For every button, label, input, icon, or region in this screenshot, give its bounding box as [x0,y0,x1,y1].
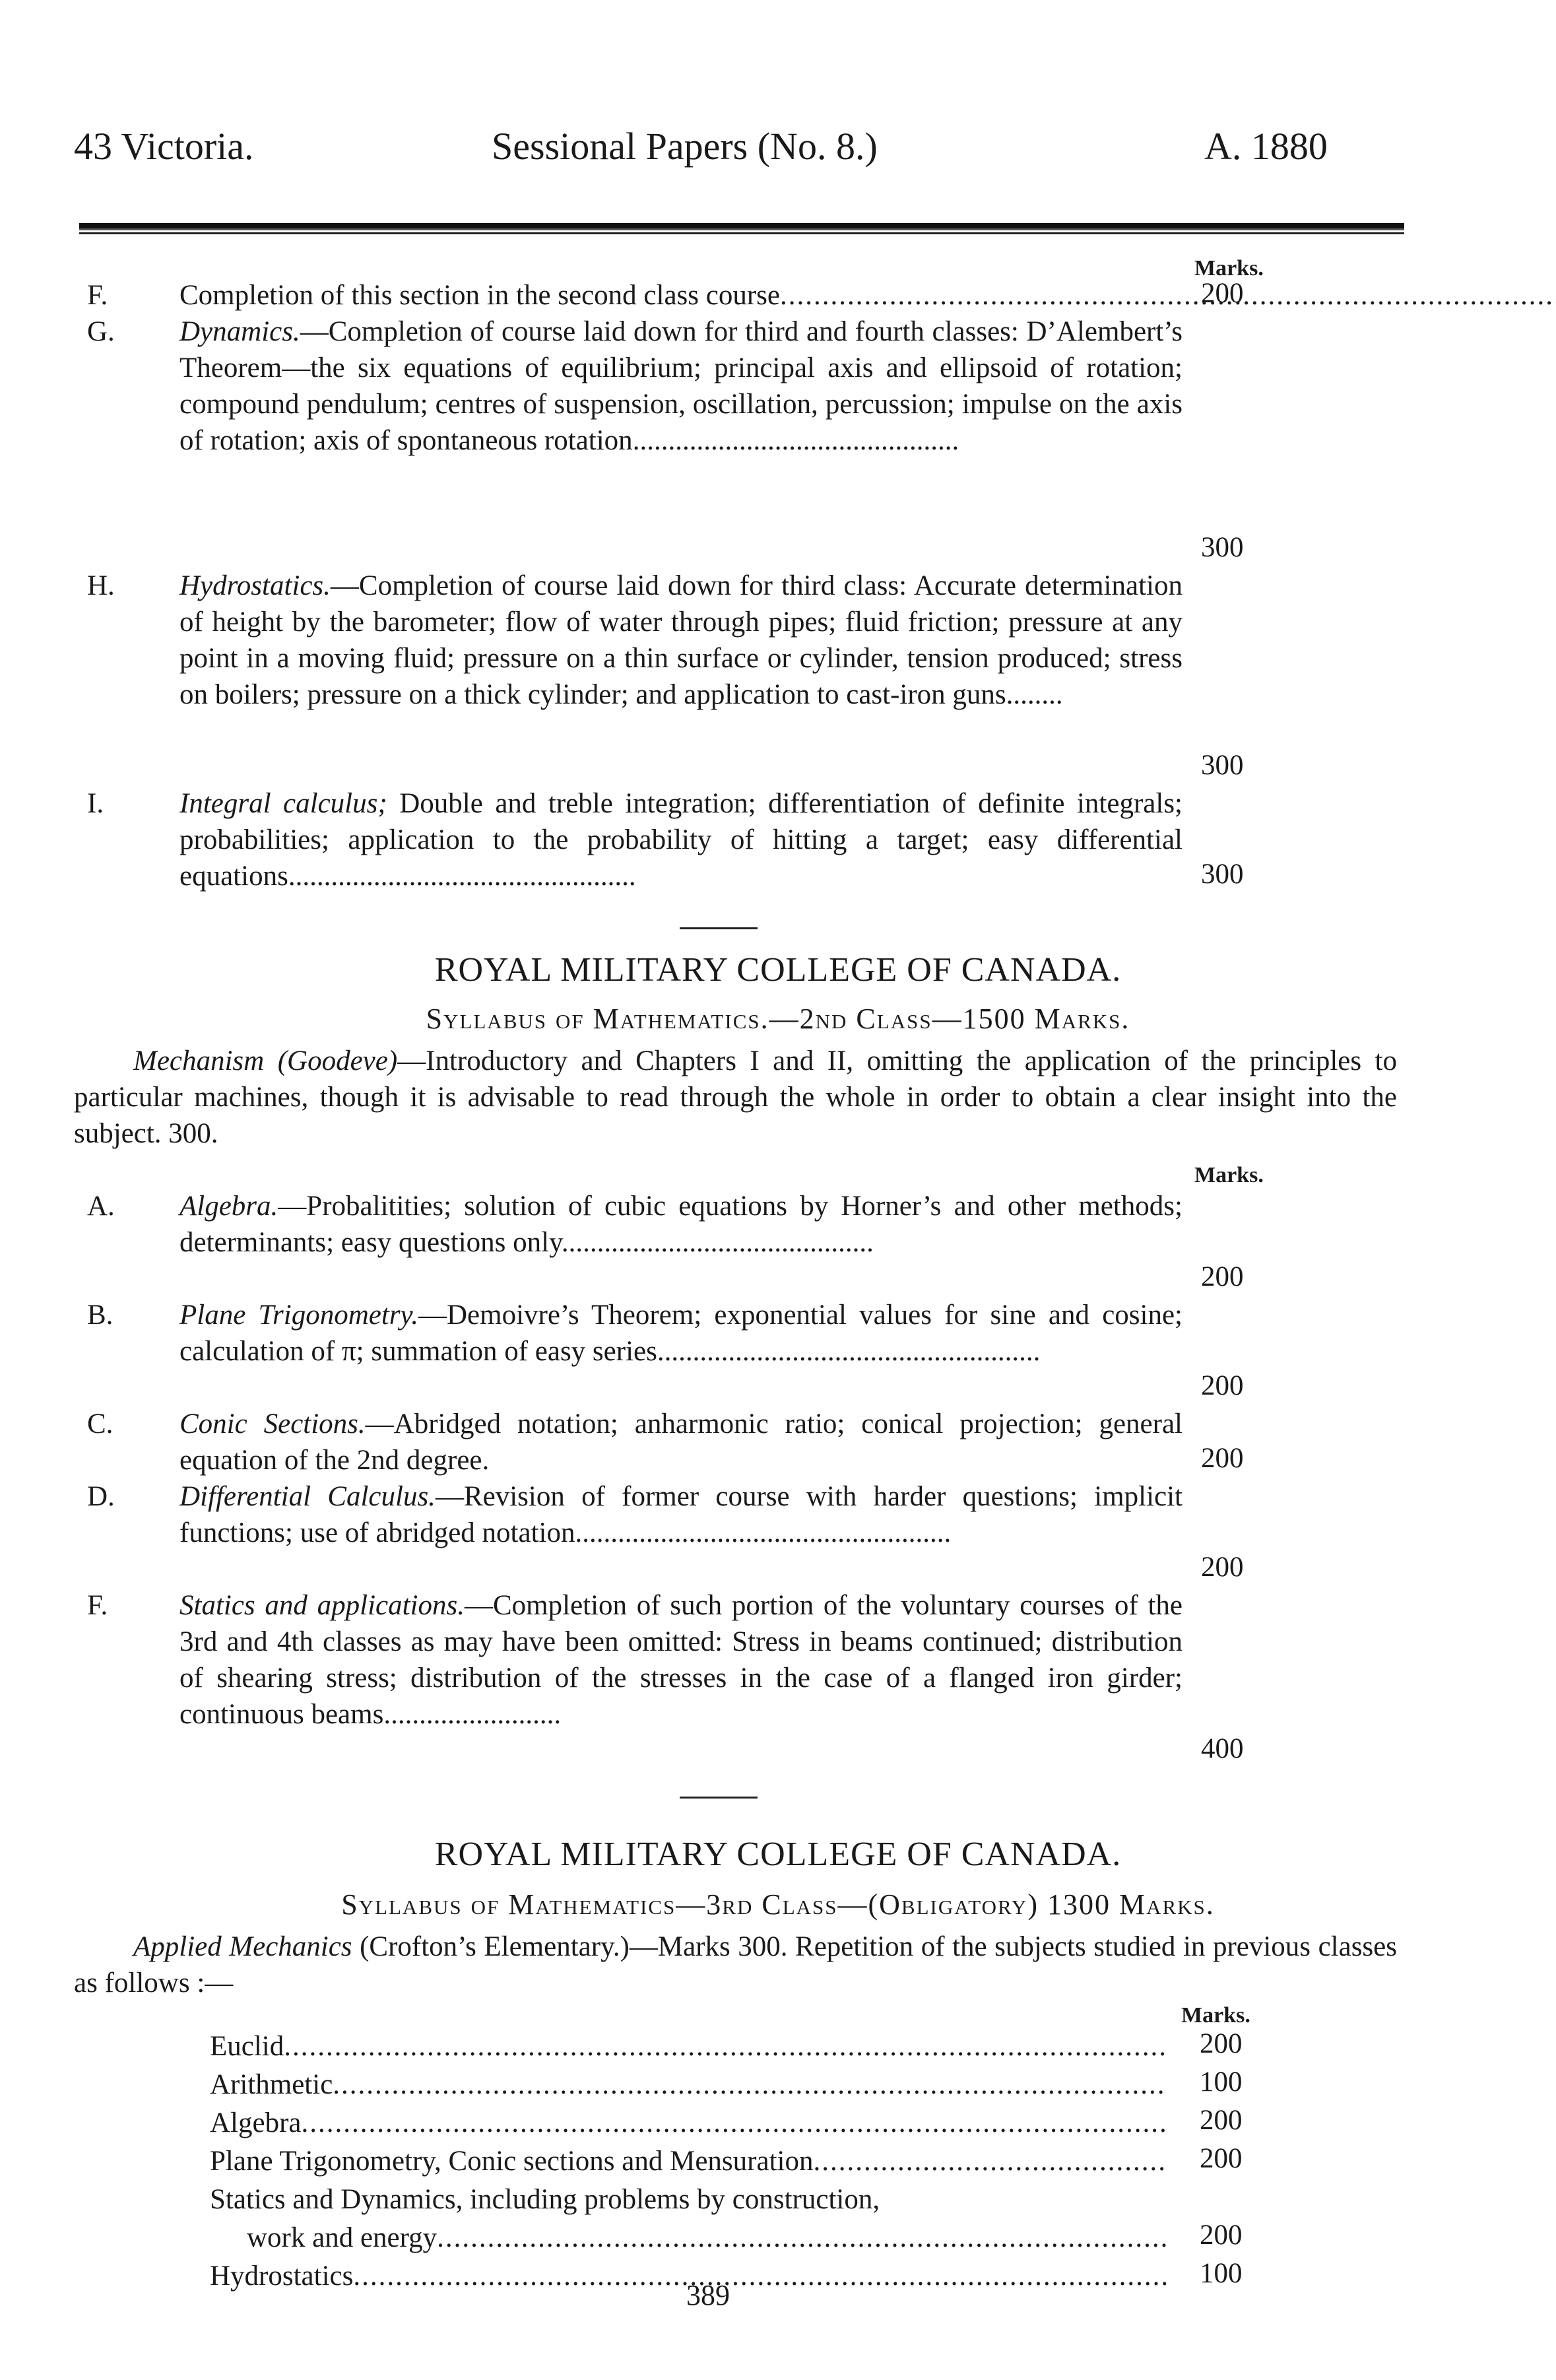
item-mark: 200 [1200,2028,1243,2059]
intro-paragraph [74,1043,1397,1152]
item-label: C. [87,1408,113,1439]
item-mark: 200 [1200,2220,1243,2251]
item-title: Statics and applications. [179,1590,465,1621]
item-title: Plane Trigonometry. [179,1300,418,1331]
item-text: Completion of this section in the second class course [179,280,780,311]
item-text: —Completion of such portion of the voluntary courses of the 3rd and 4th classes as may have been omitted: Stress in beams continued; distribution of shearing stress; distribution of the stresses in the case of a flanged iron girder; continuous beams [179,1590,1183,1730]
item-label: F. [87,1590,108,1621]
list-item [87,1406,1183,1478]
intro-text: (Crofton’s Elementary.)—Marks 300. Repetition of the subjects studied in previous classes as follows :— [74,1931,1397,1999]
marks-label: Marks. [1194,256,1264,281]
intro-title: Applied Mechanics [133,1931,352,1962]
header-rule [79,223,1404,230]
list-item [210,2104,1167,2142]
item-title: Conic Sections. [179,1408,366,1439]
subject-list [210,2028,1167,2296]
item-label: D. [87,1481,115,1512]
item-text: Statics and Dynamics, including problems by construction, [210,2184,880,2215]
item-title: Dynamics. [179,316,300,347]
list-item: A. Algebra.—Probalitities; solution of cubic equations by Horner’s and other methods; determinants; easy questions only............................................ [87,1188,1183,1261]
section-title: ROYAL MILITARY COLLEGE OF CANADA. [434,1835,1122,1873]
divider [680,927,758,929]
item-text: —Abridged notation; anharmonic ratio; conical projection; general equation of the 2nd degree. [179,1408,1183,1476]
item-label: I. [87,788,104,819]
item-label: G. [87,316,115,347]
intro-title: Mechanism [133,1045,265,1076]
section-subtitle: Syllabus of Mathematics.—2nd Class—1500 Marks. [426,1003,1130,1035]
list-item-continuation [210,2219,1167,2257]
item-mark: 400 [1201,1733,1244,1764]
list-item: D. Differential Calculus.—Revision of former course with harder questions; implicit functions; use of abridged notation..................................................... [87,1478,1183,1551]
item-mark: 200 [1201,1261,1244,1292]
item-text: Euclid [210,2031,284,2062]
item-text: Double and treble integration; differentiation of definite integrals; probabilities; application to the probability of hitting a target; easy differential equations [179,788,1183,892]
item-title: Differential Calculus. [179,1481,436,1512]
marks-label: Marks. [1194,1163,1264,1187]
item-mark: 300 [1201,532,1244,563]
item-text: —Completion of course laid down for third class: Accurate determination of height by the barometer; flow of water through pipes; fluid friction; pressure at any point in a moving fluid; pressure on a thin surface or cylinder, tension produced; stress on boilers; pressure on a thick cylinder; and application to cast-iron guns [179,570,1183,710]
list-item: H. Hydrostatics.—Completion of course laid down for third class: Accurate determination of height by the barometer; flow of water through pipes; fluid friction; pressure at any point in a moving fluid; pressure on a thin surface or cylinder, tension produced; stress on boilers; pressure on a thick cylinder; and application to cast-iron guns........ [87,568,1183,713]
item-label: B. [87,1300,113,1331]
list-item [210,2028,1167,2066]
item-text: Plane Trigonometry, Conic sections and Mensuration [210,2146,814,2177]
item-mark: 200 [1201,1443,1244,1474]
item-mark: 100 [1200,2066,1243,2098]
item-mark: 200 [1201,1370,1244,1401]
list-item [210,2142,1167,2181]
item-text: Hydrostatics [210,2261,354,2292]
section-subtitle: Syllabus of Mathematics—3rd Class—(Obligatory) 1300 Marks. [341,1888,1215,1921]
item-text: Arithmetic [210,2069,333,2100]
list-item: B. Plane Trigonometry.—Demoivre’s Theorem; exponential values for sine and cosine; calculation of π; summation of easy series...................................................... [87,1297,1183,1370]
section-title: ROYAL MILITARY COLLEGE OF CANADA. [434,951,1122,989]
list-item [87,277,1183,314]
header-center: Sessional Papers (No. 8.) [492,125,878,168]
item-label: A. [87,1191,115,1222]
item-mark: 200 [1201,1552,1244,1583]
list-item [210,2181,1167,2219]
item-text: —Probalitities; solution of cubic equations by Horner’s and other methods; determinants; easy questions only [179,1191,1183,1258]
list-item [210,2066,1167,2104]
item-mark: 100 [1200,2258,1243,2289]
list-item: F. Statics and applications.—Completion of such portion of the voluntary courses of the 3rd and 4th classes as may have been omitted: Stress in beams continued; distribution of shearing stress; distribution of the stresses in the case of a flanged iron girder; continuous beams......................... [87,1587,1183,1733]
item-text: —Demoivre’s Theorem; exponential values for sine and cosine; calculation of π; summation of easy series [179,1300,1183,1367]
item-mark: 200 [1201,278,1244,309]
item-mark: 300 [1201,750,1244,781]
intro-paragraph [74,1929,1397,2001]
item-mark: 200 [1200,2143,1243,2174]
page-number: 389 [686,2279,730,2311]
item-mark: 300 [1201,859,1244,890]
item-label: F. [87,280,108,311]
list-item: G. Dynamics.—Completion of course laid down for third and fourth classes: D’Alembert’s Theorem—the six equations of equilibrium; principal axis and ellipsoid of rotation; compound pendulum; centres of suspension, oscillation, percussion; impulse on the axis of rotation; axis of spontaneous rotation.............................................. [87,314,1183,459]
divider [680,1797,758,1799]
header-right: A. 1880 [1204,125,1328,168]
item-text: Algebra [210,2107,302,2138]
list-item: I. Integral calculus; Double and treble integration; differentiation of definite integrals; probabilities; application to the probability of hitting a target; easy differential equations................................................. [87,785,1183,894]
intro-text: —Introductory and Chapters I and II, omitting the application of the principles to particular machines, though it is advisable to read through the whole in order to obtain a clear insight into the subject. 300. [74,1045,1398,1149]
item-text: —Completion of course laid down for third and fourth classes: D’Alembert’s Theorem—the six equations of equilibrium; principal axis and ellipsoid of rotation; compound pendulum; centres of suspension, oscillation, percussion; impulse on the axis of rotation; axis of spontaneous rotation [179,316,1183,456]
item-mark: 200 [1200,2105,1243,2136]
marks-label: Marks. [1181,2003,1250,2028]
header-left: 43 Victoria. [74,125,254,168]
item-text: —Revision of former course with harder questions; implicit functions; use of abridged notation [179,1481,1183,1548]
item-title: Hydrostatics. [179,570,331,601]
item-title: Integral calculus; [179,788,387,819]
intro-author: (Goodeve) [277,1045,398,1076]
item-title: Algebra. [179,1191,278,1222]
item-text: work and energy [247,2222,438,2253]
item-label: H. [87,570,115,601]
